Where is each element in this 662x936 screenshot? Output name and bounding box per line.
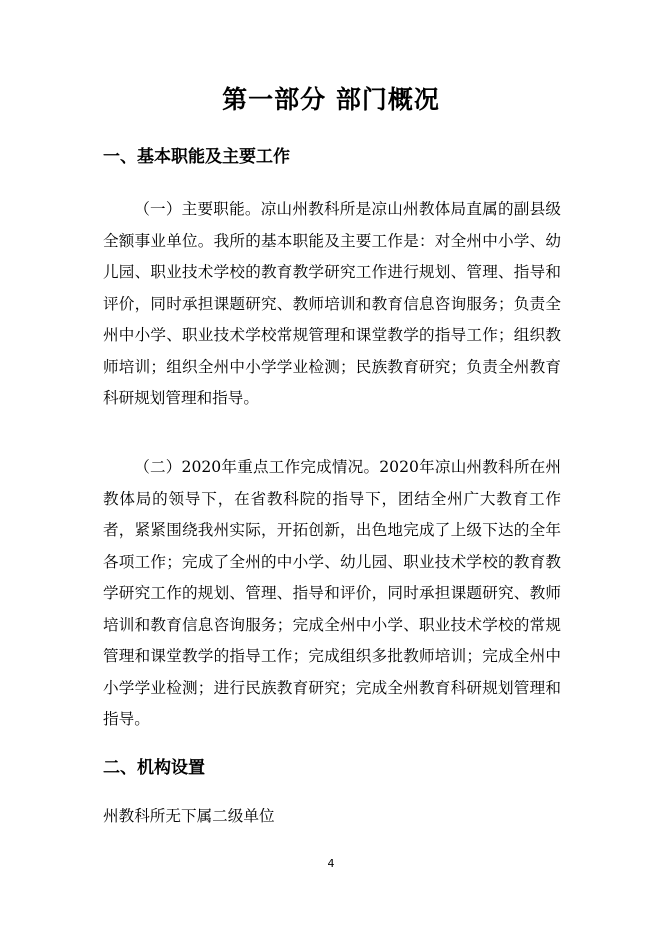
page-title: 第一部分 部门概况 bbox=[222, 85, 440, 114]
page-number: 4 bbox=[327, 857, 335, 870]
paragraph-main-functions: （一）主要职能。凉山州教科所是凉山州教体局直属的副县级全额事业单位。我所的基本职能及主要工作是：对全州中小学、幼儿园、职业技术学校的教育教学研究工作进行规划、管理、指导和评价，同时承担课题研究、教师培训和教育信息咨询服务；负责全州中小学、职业技术学校常规管理和课堂教学的指导工作；组织教师培训；组织全州中小学学业检测；民族教育研究；负责全州教育科研规划管理和指导。 bbox=[103, 200, 561, 407]
section-heading-organization: 二、机构设置 bbox=[103, 758, 205, 778]
section-heading-basic-functions: 一、基本职能及主要工作 bbox=[103, 147, 290, 167]
organization-text: 州教科所无下属二级单位 bbox=[103, 807, 275, 825]
paragraph-key-work-2020: （二）2020年重点工作完成情况。2020年凉山州教科所在州教体局的领导下，在省教科院的指导下，团结全州广大教育工作者，紧紧围绕我州实际，开拓创新，出色地完成了上级下达的全年各项工作；完成了全州的中小学、幼儿园、职业技术学校的教育教学研究工作的规划、管理、指导和评价，同时承担课题研究、教师培训和教育信息咨询服务；完成全州中小学、职业技术学校的常规管理和课堂教学的指导工作；完成组织多批教师培训；完成全州中小学学业检测；进行民族教育研究；完成全州教育科研规划管理和指导。 bbox=[103, 458, 561, 728]
